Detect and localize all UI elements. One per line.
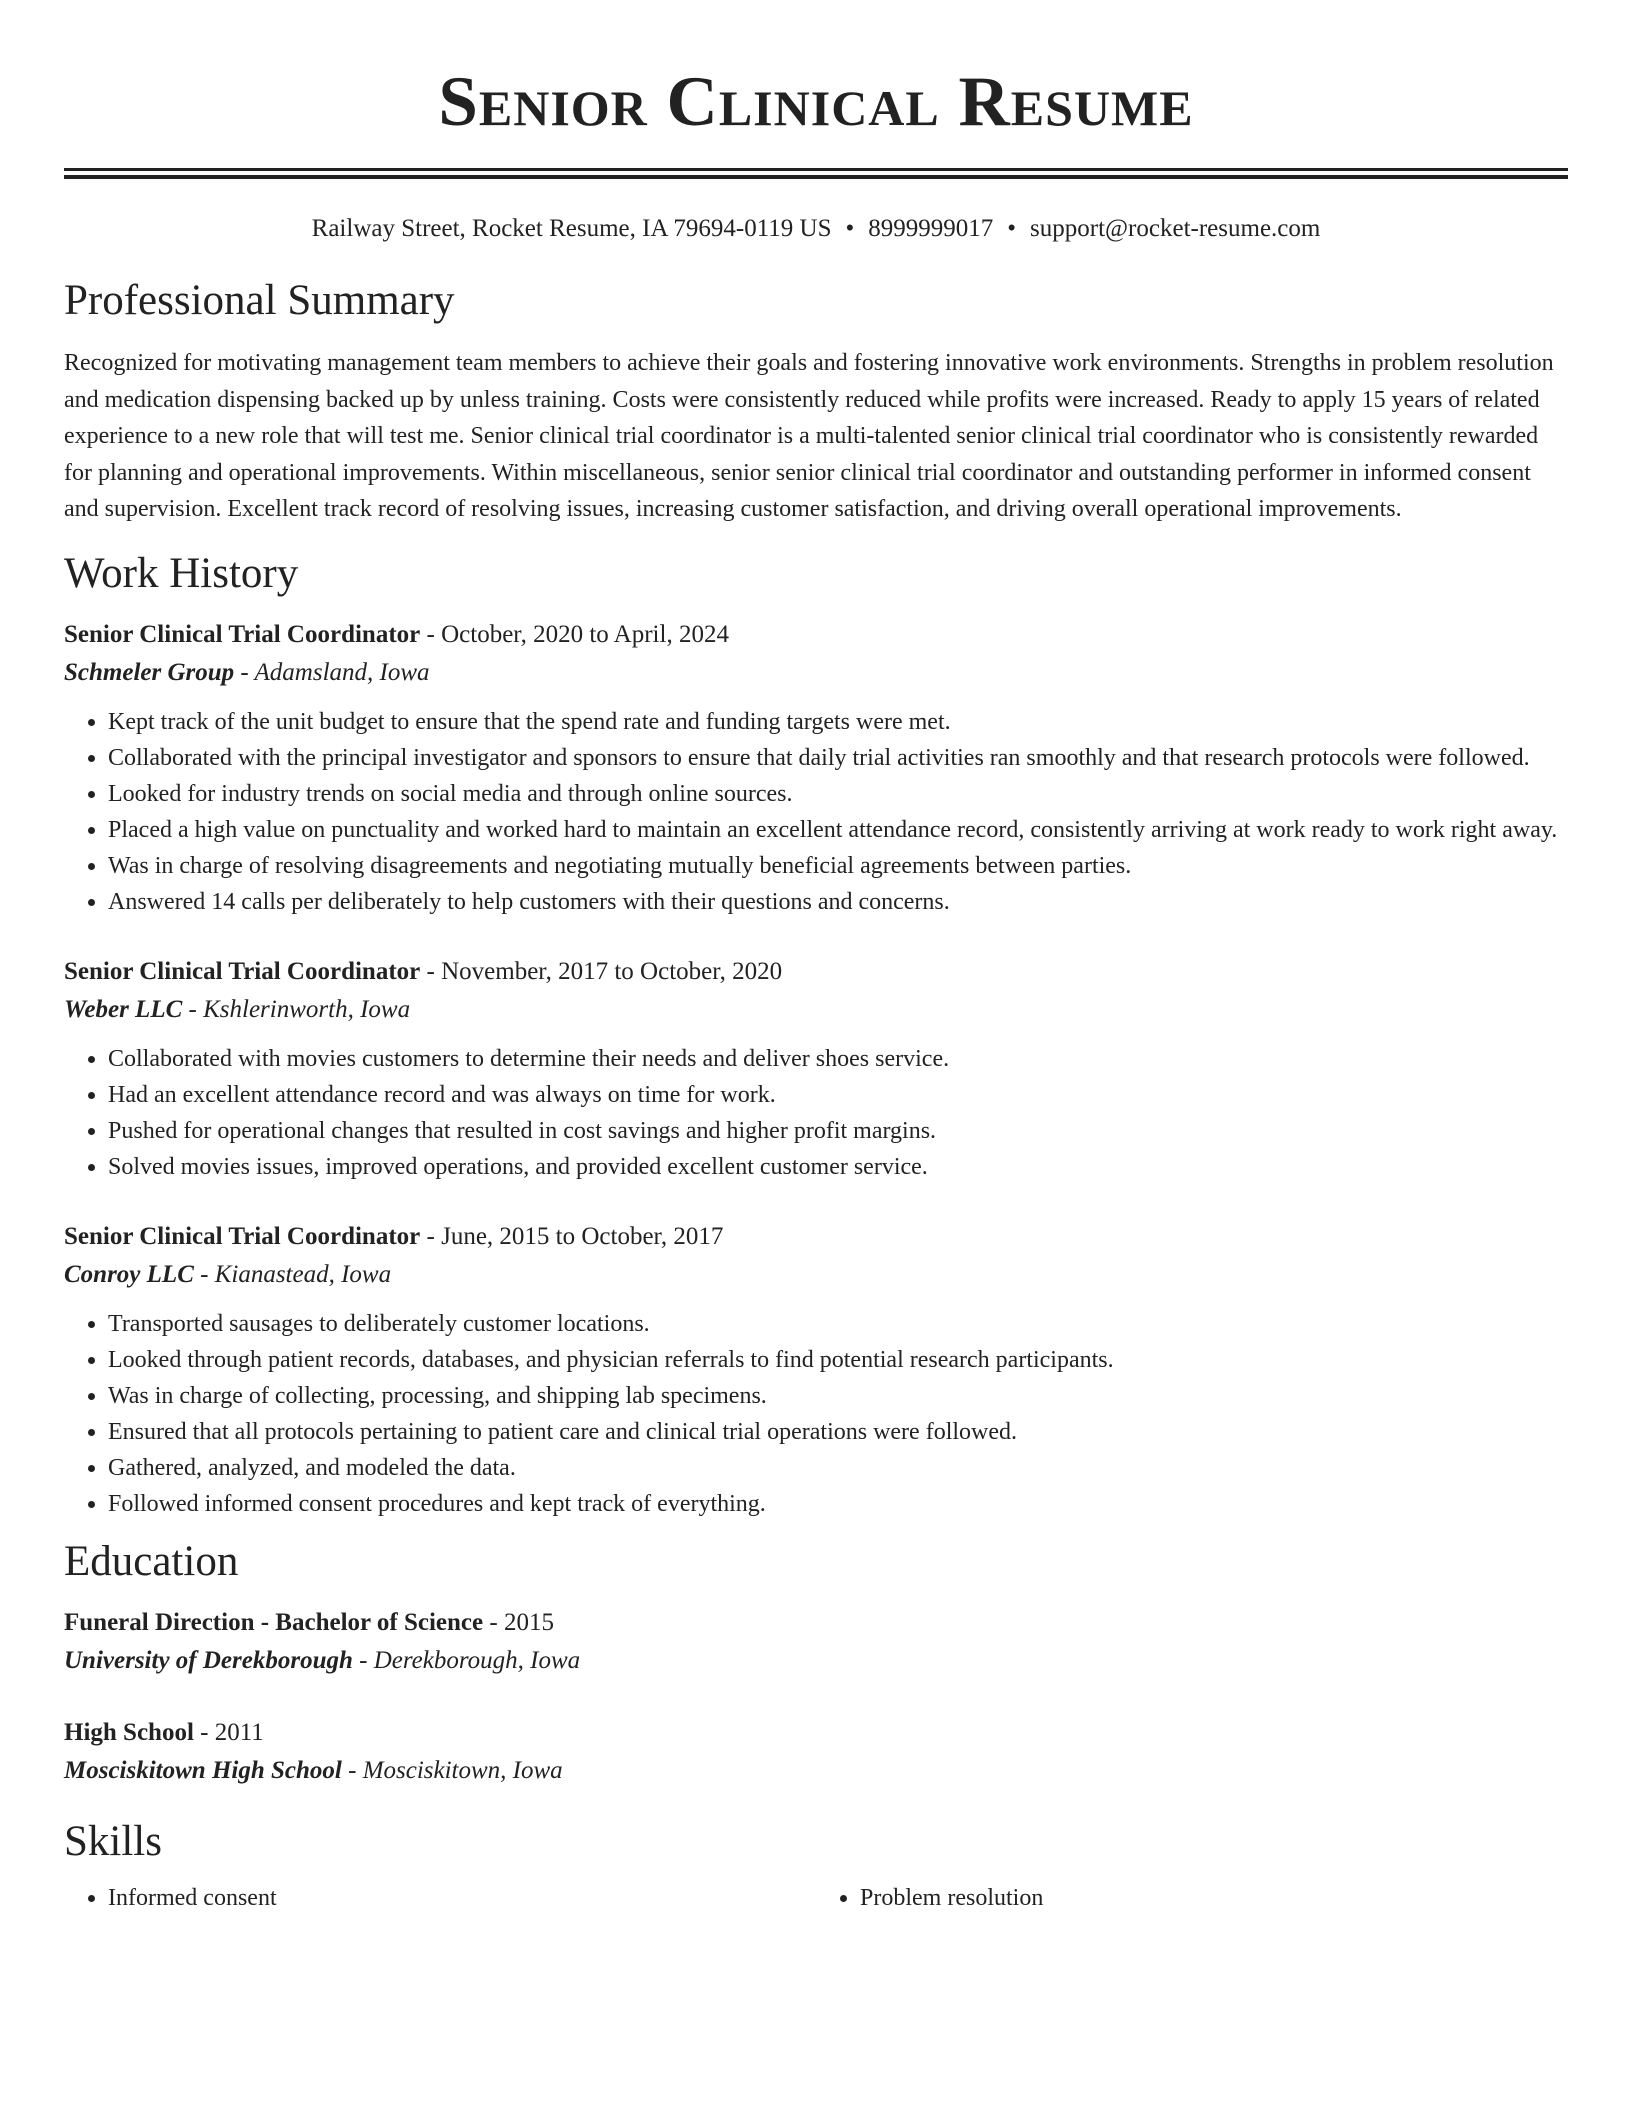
job-entry bbox=[64, 616, 1568, 920]
education-year: 2011 bbox=[214, 1718, 264, 1746]
job-bullet: • Solved movies issues, improved operations, and provided excellent customer service. bbox=[108, 1149, 1568, 1185]
job-dash: - bbox=[420, 620, 442, 648]
education-location: Derekborough, Iowa bbox=[373, 1646, 581, 1674]
job-bullet: • Had an excellent attendance record and was always on time for work. bbox=[108, 1077, 1568, 1113]
job-company: Schmeler Group bbox=[64, 658, 235, 686]
job-bullets bbox=[64, 1306, 1568, 1522]
summary-heading: Professional Summary bbox=[64, 277, 455, 324]
job-bullet: • Followed informed consent procedures and kept track of everything. bbox=[108, 1486, 1568, 1522]
job-location: Adamsland, Iowa bbox=[254, 658, 430, 686]
summary-text: Recognized for motivating management team members to achieve their goals and fostering innovative work environments. Strengths in problem resolution and medication dispensing backed up by unless training. Costs were consistently reduced while profits were increased. Ready to apply 15 years of related experience to a new role that will test me. Senior clinical trial coordinator is a multi-talented senior clinical trial coordinator who is consistently rewarded for planning and operational improvements. Within miscellaneous, senior senior clinical trial coordinator and outstanding performer in informed consent and supervision. Excellent track record of resolving issues, increasing customer satisfaction, and driving overall operational improvements. bbox=[64, 350, 1554, 522]
job-bullet: • Gathered, analyzed, and modeled the data. bbox=[108, 1450, 1568, 1486]
job-entry bbox=[64, 953, 1568, 1185]
job-bullet: • Looked through patient records, databases, and physician referrals to find potential research participants. bbox=[108, 1342, 1568, 1378]
resume-title: Senior Clinical Resume bbox=[438, 63, 1194, 141]
education-degree: High School bbox=[64, 1718, 194, 1746]
job-employer bbox=[64, 654, 1568, 692]
education-year: 2015 bbox=[503, 1608, 554, 1636]
job-bullet: • Pushed for operational changes that resulted in cost savings and higher profit margins. bbox=[108, 1113, 1568, 1149]
job-dash: - bbox=[420, 957, 442, 985]
contact-phone: 8999999017 bbox=[868, 215, 994, 242]
education-degree: Funeral Direction - Bachelor of Science bbox=[64, 1608, 484, 1636]
education-dash: - bbox=[483, 1608, 504, 1636]
job-bullet: • Kept track of the unit budget to ensure that the spend rate and funding targets were met. bbox=[108, 704, 1568, 740]
contact-address: Railway Street, Rocket Resume, IA 79694-0119 US bbox=[311, 215, 832, 242]
job-bullet: • Collaborated with movies customers to determine their needs and deliver shoes service. bbox=[108, 1041, 1568, 1077]
education-dash: - bbox=[352, 1646, 374, 1674]
job-company: Weber LLC bbox=[64, 995, 183, 1023]
job-bullet: • Answered 14 calls per deliberately to help customers with their questions and concerns. bbox=[108, 884, 1568, 920]
job-header bbox=[64, 953, 1568, 991]
education-entry bbox=[64, 1714, 1568, 1790]
work-history-heading: Work History bbox=[64, 549, 299, 597]
contact-separator: • bbox=[1007, 215, 1017, 242]
job-location: Kianastead, Iowa bbox=[214, 1260, 392, 1288]
job-employer bbox=[64, 1256, 1568, 1294]
job-bullet: • Collaborated with the principal investigator and sponsors to ensure that daily trial activities ran smoothly and that research protocols were followed. bbox=[108, 740, 1568, 776]
job-company: Conroy LLC bbox=[64, 1260, 194, 1288]
job-bullet: • Placed a high value on punctuality and worked hard to maintain an excellent attendance record, consistently arriving at work ready to work right away. bbox=[108, 812, 1568, 848]
education-school: University of Derekborough bbox=[64, 1646, 353, 1674]
education-header bbox=[64, 1714, 1568, 1752]
skills-heading: Skills bbox=[64, 1817, 162, 1865]
education-school: Mosciskitown High School bbox=[64, 1756, 342, 1784]
contact-separator: • bbox=[845, 215, 855, 242]
education-school-line bbox=[64, 1752, 1568, 1790]
job-location: Kshlerinworth, Iowa bbox=[203, 995, 411, 1023]
education-dash: - bbox=[193, 1718, 215, 1746]
education-dash: - bbox=[341, 1756, 363, 1784]
education-header bbox=[64, 1604, 1568, 1642]
contact-line bbox=[64, 213, 1568, 245]
job-dash: - bbox=[182, 995, 204, 1023]
education-location: Mosciskitown, Iowa bbox=[362, 1756, 563, 1784]
contact-email: support@rocket-resume.com bbox=[1030, 215, 1321, 242]
job-title: Senior Clinical Trial Coordinator bbox=[64, 1222, 421, 1250]
skills-list bbox=[64, 1880, 1568, 1916]
job-header bbox=[64, 616, 1568, 654]
education-heading: Education bbox=[64, 1537, 239, 1585]
skill-item: • Informed consent bbox=[108, 1880, 816, 1916]
job-dash: - bbox=[193, 1260, 215, 1288]
job-bullets bbox=[64, 704, 1568, 920]
job-dates: June, 2015 to October, 2017 bbox=[441, 1222, 724, 1250]
job-bullet: • Was in charge of resolving disagreements and negotiating mutually beneficial agreements between parties. bbox=[108, 848, 1568, 884]
job-bullet: • Ensured that all protocols pertaining to patient care and clinical trial operations were followed. bbox=[108, 1414, 1568, 1450]
job-title: Senior Clinical Trial Coordinator bbox=[64, 957, 421, 985]
education-school-line bbox=[64, 1642, 1568, 1680]
job-dash: - bbox=[234, 658, 255, 686]
job-dates: October, 2020 to April, 2024 bbox=[441, 620, 729, 648]
job-employer bbox=[64, 991, 1568, 1029]
job-dash: - bbox=[420, 1222, 442, 1250]
job-title: Senior Clinical Trial Coordinator bbox=[64, 620, 421, 648]
job-bullet: • Was in charge of collecting, processing, and shipping lab specimens. bbox=[108, 1378, 1568, 1414]
job-header bbox=[64, 1218, 1568, 1256]
job-entry bbox=[64, 1218, 1568, 1522]
job-bullet: • Transported sausages to deliberately customer locations. bbox=[108, 1306, 1568, 1342]
skill-item: • Problem resolution bbox=[860, 1880, 1568, 1916]
job-dates: November, 2017 to October, 2020 bbox=[441, 957, 783, 985]
skills-column-left bbox=[64, 1880, 816, 1916]
job-bullets bbox=[64, 1041, 1568, 1185]
title-divider bbox=[64, 168, 1568, 179]
skills-column-right bbox=[816, 1880, 1568, 1916]
education-entry bbox=[64, 1604, 1568, 1680]
job-bullet: • Looked for industry trends on social media and through online sources. bbox=[108, 776, 1568, 812]
